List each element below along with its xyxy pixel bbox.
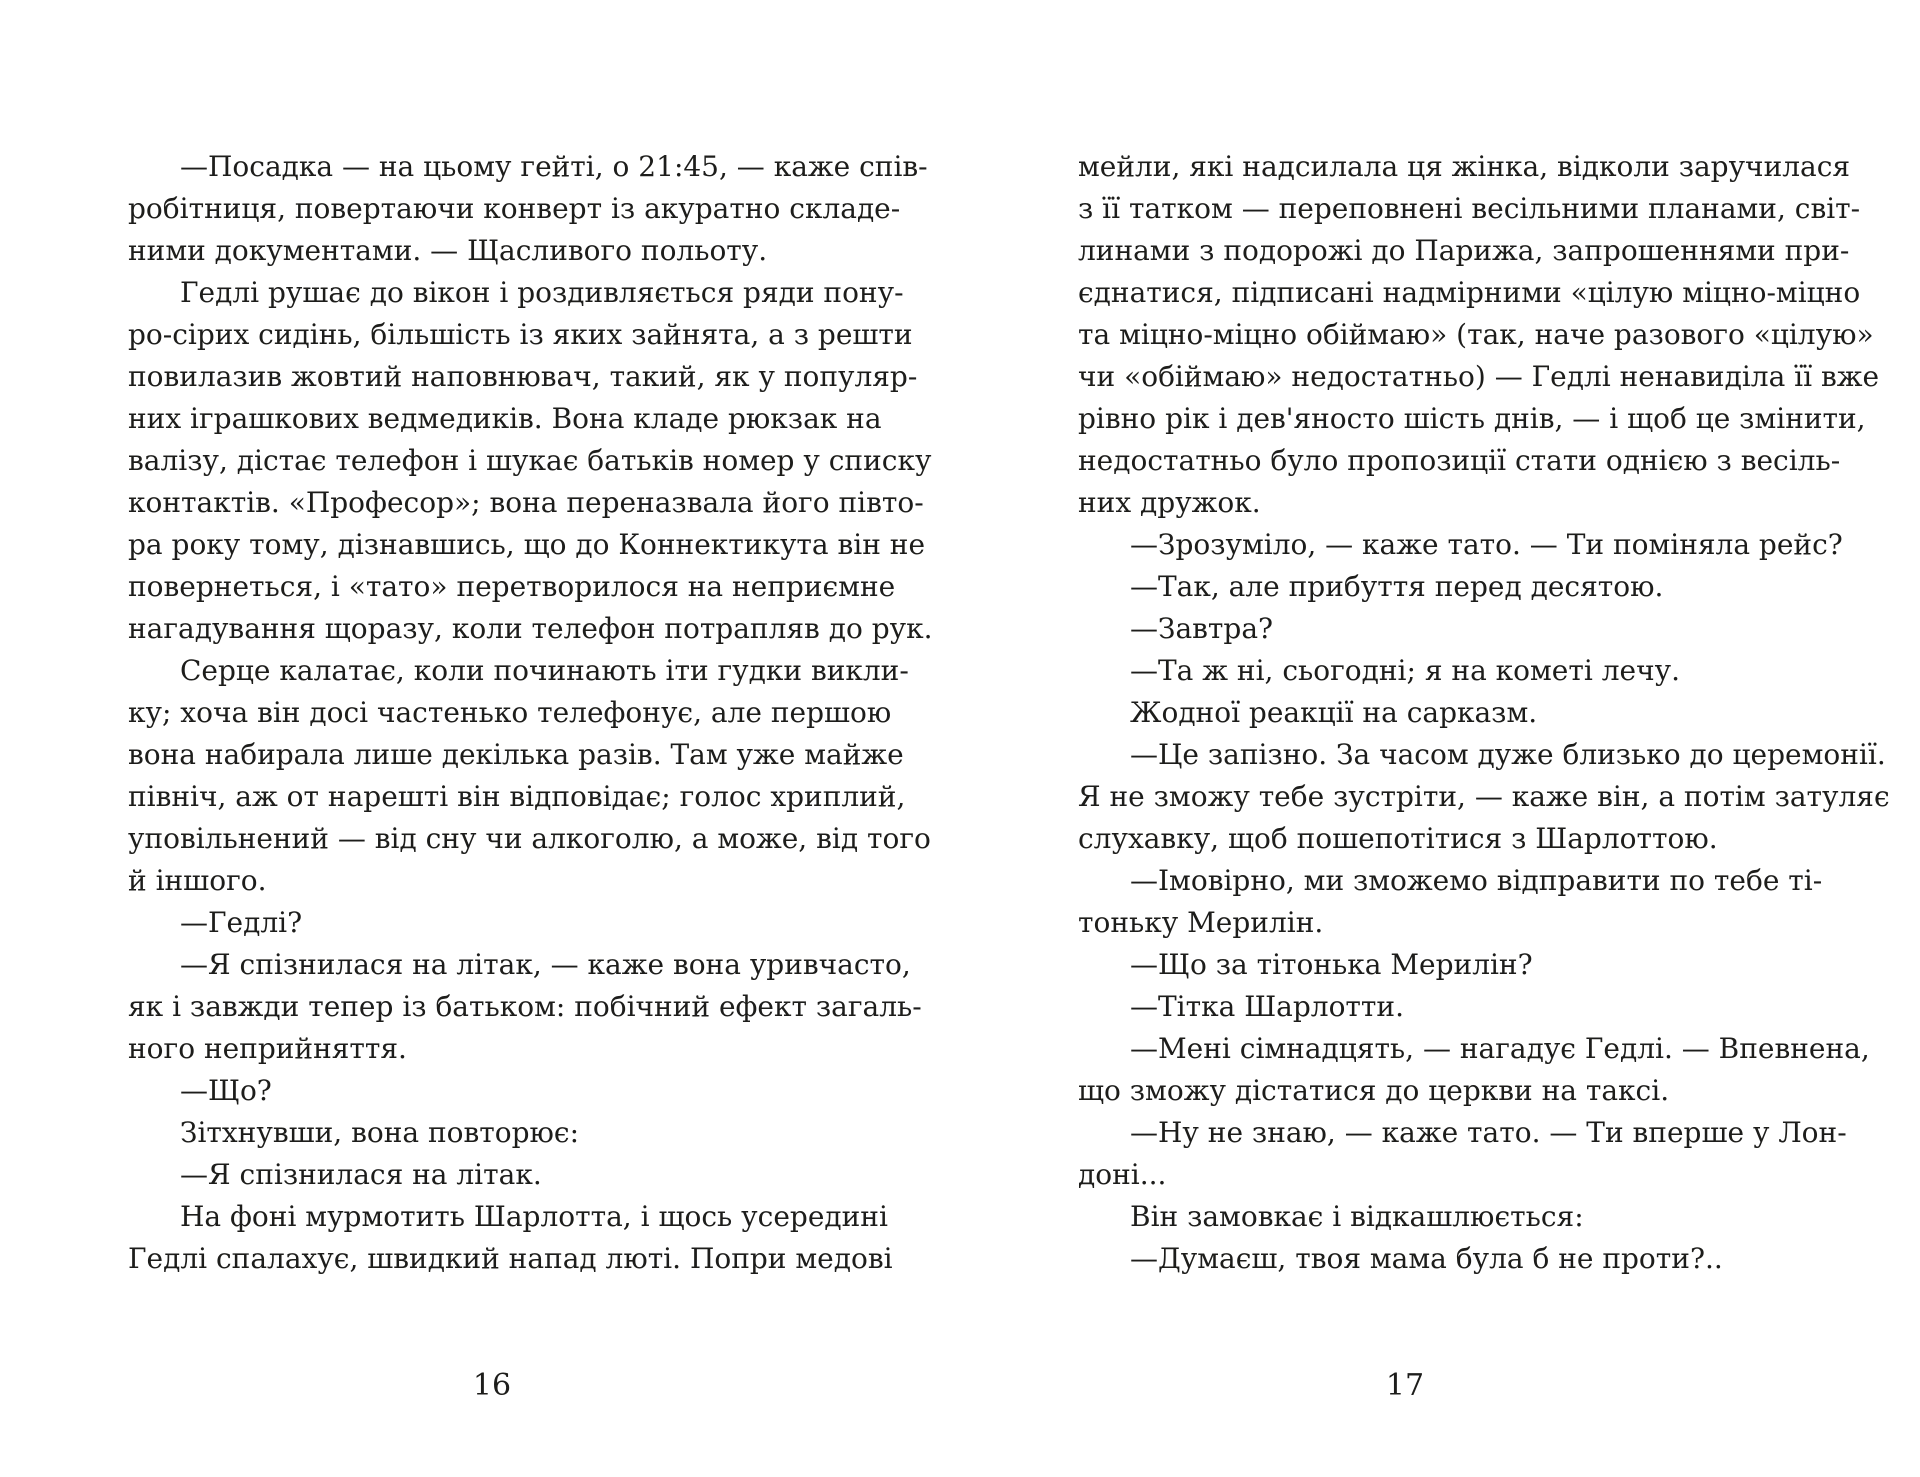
text-line: —Я спізнилася на літак, — каже вона уривчасто,	[180, 948, 911, 981]
right-page-text	[1078, 146, 1890, 1280]
text-line: Він замовкає і відкашлюється:	[1130, 1200, 1584, 1233]
text-line: повилазив жовтий наповнювач, такий, як у популяр-	[128, 360, 918, 393]
text-line: чи «обіймаю» недостатньо) — Гедлі ненавиділа її вже	[1078, 360, 1880, 393]
text-line: Гедлі спалахує, швидкий напад люті. Попри медові	[128, 1242, 893, 1275]
text-line: линами з подорожі до Парижа, запрошеннями при-	[1078, 234, 1850, 267]
text-line: вона набирала лише декілька разів. Там уже майже	[128, 738, 904, 771]
text-line: північ, аж от нарешті він відповідає; голос хриплий,	[128, 780, 906, 813]
text-line: повернеться, і «тато» перетворилося на неприємне	[128, 570, 896, 603]
text-line: —Та ж ні, сьогодні; я на кометі лечу.	[1130, 654, 1680, 687]
text-line: та міцно-міцно обіймаю» (так, наче разового «цілую»	[1078, 318, 1874, 351]
text-line: ра року тому, дізнавшись, що до Коннектикута він не	[128, 528, 926, 561]
text-line: Зітхнувши, вона повторює:	[180, 1116, 579, 1149]
text-line: недостатньо було пропозиції стати однією з весіль-	[1078, 444, 1841, 477]
text-line: робітниця, повертаючи конверт із акуратно складе-	[128, 192, 901, 225]
text-line: тоньку Мерилін.	[1078, 906, 1324, 939]
text-line: Я не зможу тебе зустріти, — каже він, а потім затуляє	[1078, 780, 1890, 813]
text-line: Гедлі рушає до вікон і роздивляється ряди пону-	[180, 276, 904, 309]
text-line: —Ну не знаю, — каже тато. — Ти вперше у Лон-	[1130, 1116, 1847, 1149]
text-line: —Тітка Шарлотти.	[1130, 990, 1404, 1023]
text-line: рівно рік і дев'яносто шість днів, — і щоб це змінити,	[1078, 402, 1866, 435]
text-line: них дружок.	[1078, 486, 1261, 519]
text-line: єднатися, підписані надмірними «цілую міцно-міцно	[1078, 276, 1861, 309]
text-line: валізу, дістає телефон і шукає батьків номер у списку	[128, 444, 932, 477]
text-line: з її татком — переповнені весільними планами, світ-	[1078, 192, 1861, 225]
text-line: —Зрозуміло, — каже тато. — Ти поміняла рейс?	[1130, 528, 1843, 561]
text-line: На фоні мурмотить Шарлотта, і щось усередині	[180, 1200, 888, 1233]
text-line: що зможу дістатися до церкви на таксі.	[1078, 1074, 1670, 1107]
text-line: уповільнений — від сну чи алкоголю, а може, від того	[128, 822, 931, 855]
text-line: —Що за тітонька Мерилін?	[1130, 948, 1533, 981]
text-line: —Гедлі?	[180, 906, 303, 939]
text-line: —Посадка — на цьому гейті, о 21:45, — каже спів-	[180, 150, 928, 183]
text-line: Жодної реакції на сарказм.	[1130, 696, 1538, 729]
text-line: —Завтра?	[1130, 612, 1274, 645]
text-line: —Думаєш, твоя мама була б не проти?..	[1130, 1242, 1723, 1275]
text-line: них іграшкових ведмедиків. Вона кладе рюкзак на	[128, 402, 882, 435]
text-line: —Імовірно, ми зможемо відправити по тебе ті-	[1130, 864, 1823, 897]
left-page-text	[128, 146, 933, 1280]
text-line: —Я спізнилася на літак.	[180, 1158, 542, 1191]
text-line: —Це запізно. За часом дуже близько до церемонії.	[1130, 738, 1886, 771]
right-page	[960, 0, 1920, 1477]
text-line: ними документами. — Щасливого польоту.	[128, 234, 768, 267]
text-line: мейли, які надсилала ця жінка, відколи заручилася	[1078, 150, 1851, 183]
text-line: —Що?	[180, 1074, 272, 1107]
text-line: контактів. «Професор»; вона переназвала його півто-	[128, 486, 924, 519]
text-line: слухавку, щоб пошепотітися з Шарлоттою.	[1078, 822, 1718, 855]
text-line: —Мені сімнадцять, — нагадує Гедлі. — Впевнена,	[1130, 1032, 1870, 1065]
page-number: 17	[1385, 1368, 1425, 1403]
text-line: —Так, але прибуття перед десятою.	[1130, 570, 1664, 603]
text-line: ного неприйняття.	[128, 1032, 407, 1065]
text-line: як і завжди тепер із батьком: побічний ефект загаль-	[128, 990, 922, 1023]
text-line: ро-сірих сидінь, більшість із яких зайнята, а з решти	[128, 318, 913, 351]
text-line: нагадування щоразу, коли телефон потрапляв до рук.	[128, 612, 933, 645]
text-line: й іншого.	[128, 864, 267, 897]
text-line: ку; хоча він досі частенько телефонує, але першою	[128, 696, 892, 729]
page-number: 16	[472, 1368, 512, 1403]
text-line: доні...	[1078, 1158, 1167, 1191]
text-line: Серце калатає, коли починають іти гудки викли-	[180, 654, 909, 687]
